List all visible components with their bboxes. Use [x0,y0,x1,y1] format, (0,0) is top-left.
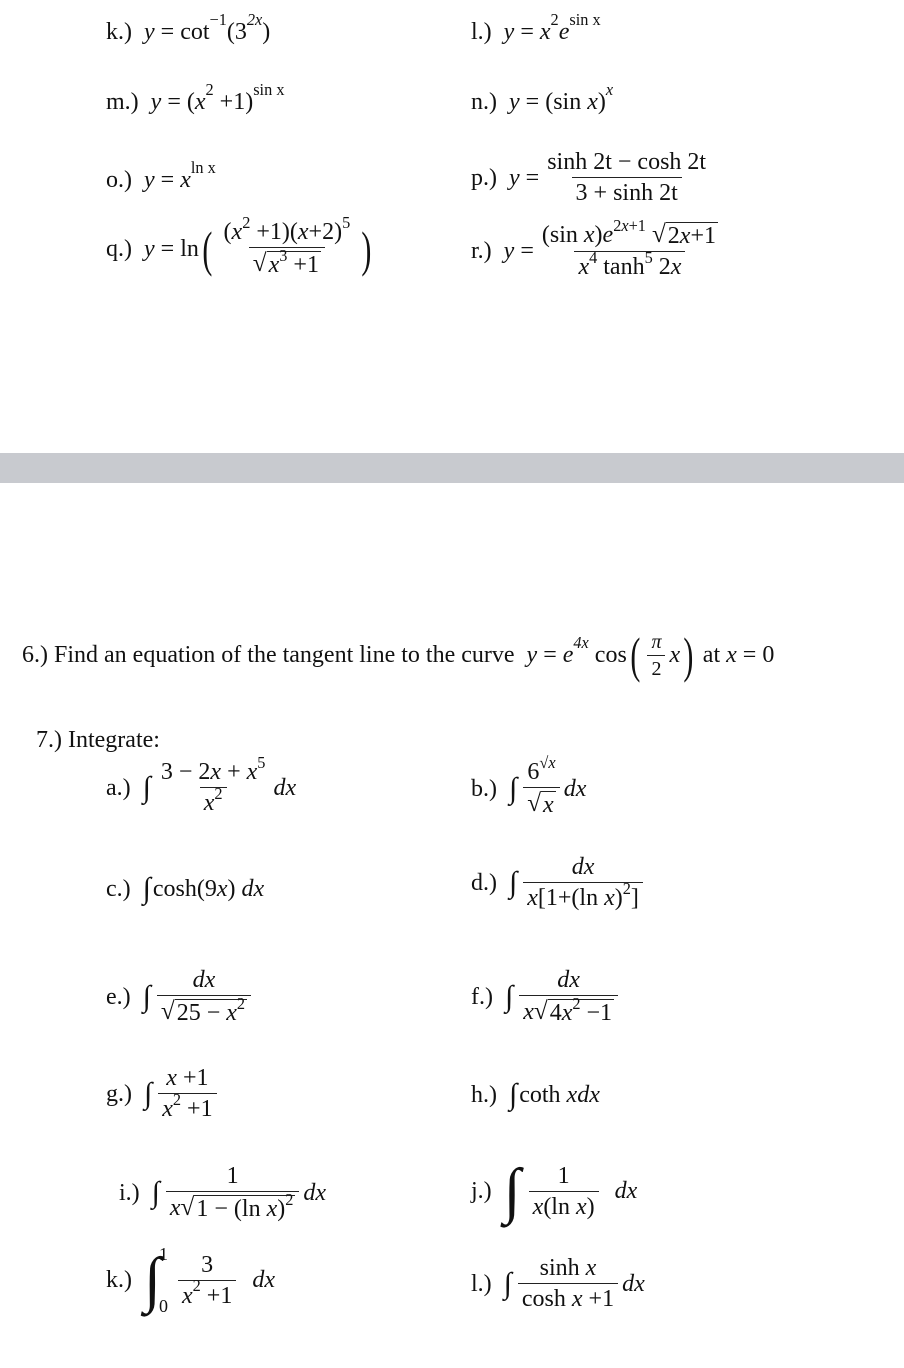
integral-f: f.) ∫ dx x √ $4x^2 -1$ [471,968,622,1025]
problem-5q: q.) y = ln ( $(x^2 +1)(x+2)^5$ √ $x^3 +1$ ) [106,212,372,278]
problem-5r: r.) y = (sin $x)e^{2x+1}$ √ 2x+1 $x^4$ $\tanh^5 2x$ [471,222,726,279]
problem-5o: o.) y = x $^{ln x}$ [106,158,216,193]
integral-d: d.) ∫ $\frac{dx}{x[1+(\ln x)^2]}$ [471,855,647,910]
integral-a: a.) ∫ $\frac{3 - 2x + x^5}{x^2}$ dx [106,752,297,816]
integral-j: j.) ∫ $\frac{1}{\text{x(ln x)}}$ dx [471,1157,638,1225]
integral-l: l.) ∫ $\frac{\text{sinh x}}{\text{cosh x +1}}$ dx [471,1255,645,1312]
problem-5p: p.) y = $\frac{\sinh 2t - \cosh 2t}{3 + \sinh 2t}$ [471,150,714,205]
integral-h: h.) ∫ coth xdx [471,1078,600,1111]
fraction: $\frac{\sinh 2t - \cosh 2t}{3 + \sinh 2t}$ [547,149,707,206]
integral-g: g.) ∫ $\frac{x +1}{x^2 +1}$ [106,1066,221,1121]
page-divider [0,453,904,483]
problem-7-heading: 7.) Integrate: [36,727,160,753]
problem-5l: l.) y = x $^2$ e $^{sin x}$ [471,10,601,45]
integral-b: b.) ∫ $6^{√x}$ √ x dx [471,752,587,818]
integral-c: c.) ∫ cosh(9 x ) dx [106,872,265,905]
problem-6: 6.) Find an equation of the tangent line to the curve y = e $^{4x}$ cos ( $\frac{\pi}{2}$ x ) at x = 0 [22,627,775,683]
problem-5n: n.) y = ( sin x ) $^x$ [471,80,614,115]
integral-e: e.) ∫ dx √ $25 - x^2$ [106,968,255,1025]
fraction: $\frac{\pi}{2}$ [647,632,665,679]
integral-i: i.) ∫ 1 x √ 1 − (ln x)$^2$ dx [119,1163,327,1222]
fraction: (sin $x)e^{2x+1}$ √ 2x+1 $x^4$ $\tanh^5 2x$ [541,215,716,280]
fraction: $(x^2 +1)(x+2)^5$ √ $x^3 +1$ [223,212,351,278]
problem-5k: k.) y = cot $^{-1}$ ( 3 $^{2x}$ ) [106,10,271,45]
problem-5m: m.) y = ( x $^2$ +1) $^{sin x}$ [106,80,285,115]
integral-k: k.) ∫ 1 0 $\frac{3}{x^2 +1}$ dx [106,1244,275,1316]
